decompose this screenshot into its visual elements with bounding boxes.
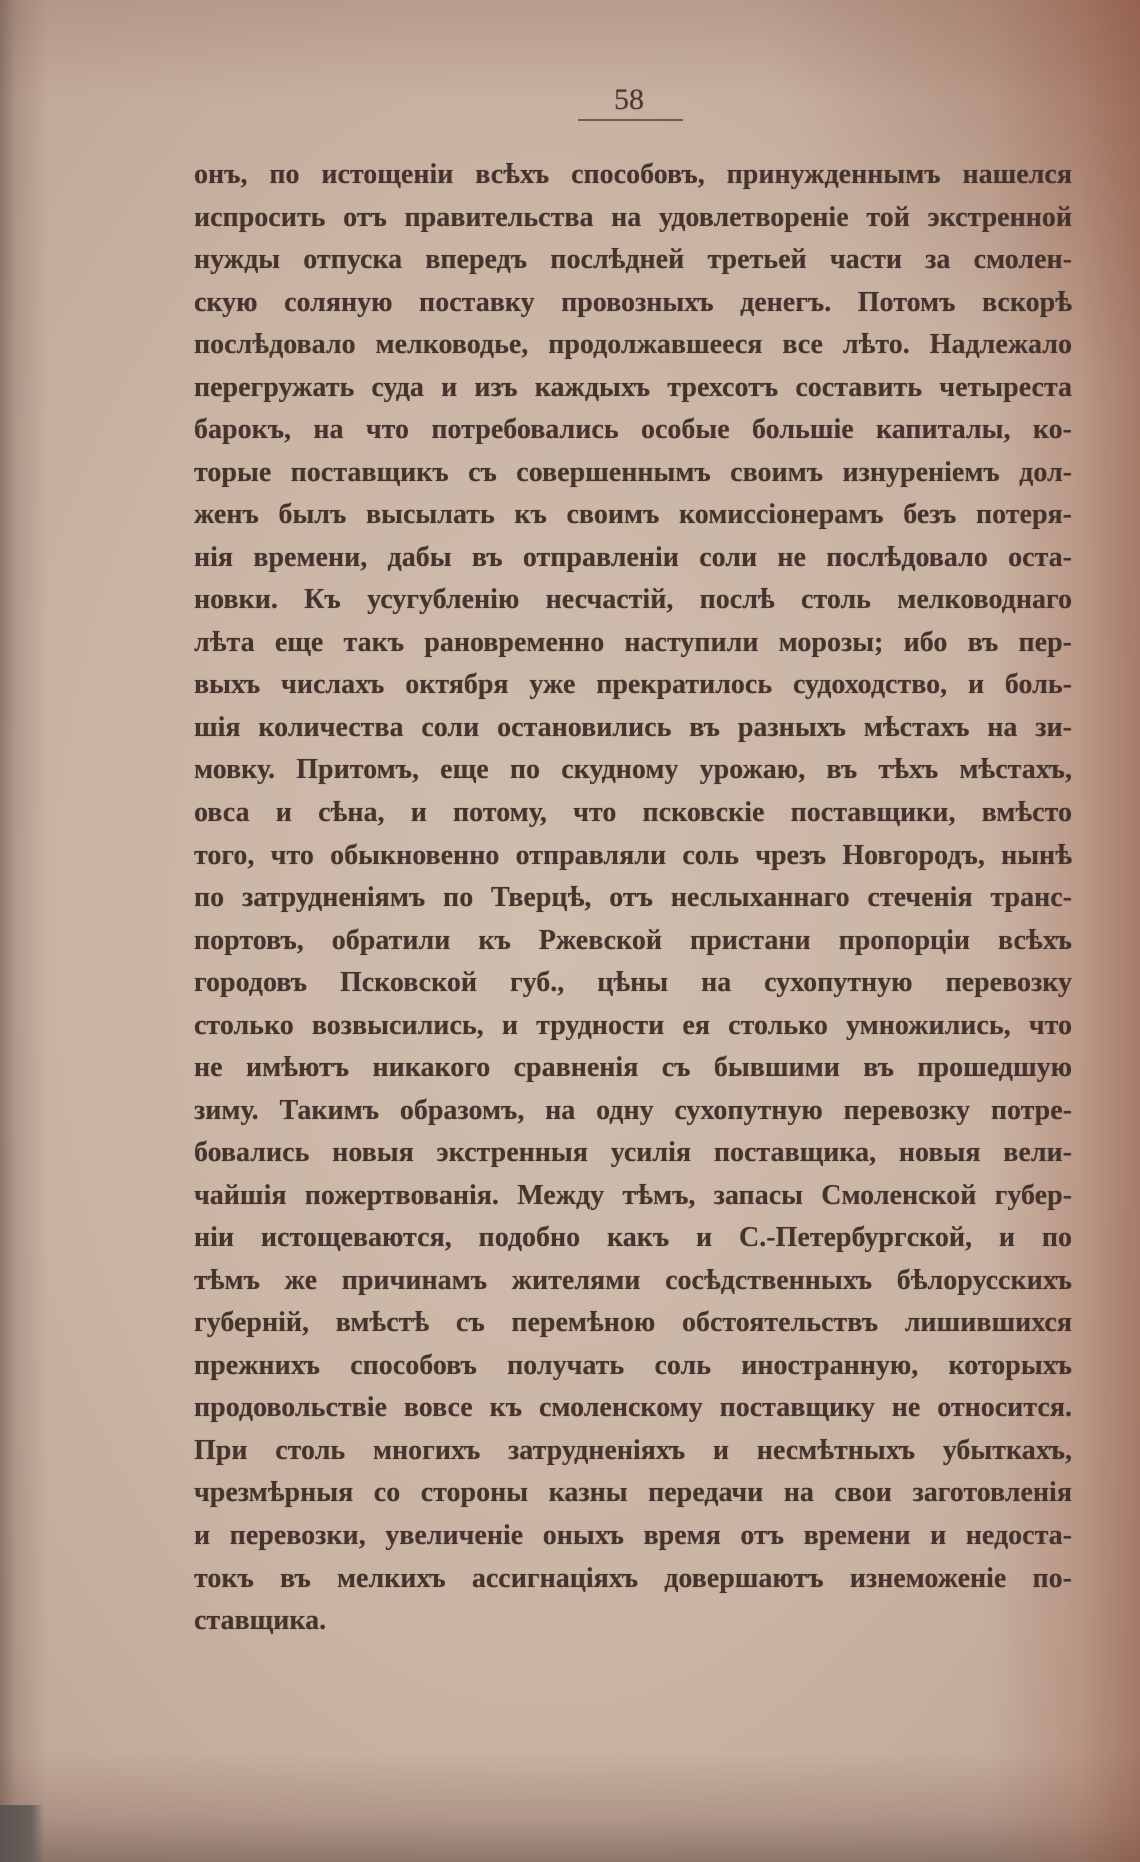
text-line: чрезмѣрныя со стороны казны передачи на свои заготовленія	[194, 1477, 1072, 1509]
text-line: столько возвысились, и трудности ея столько умножились, что	[194, 1009, 1072, 1041]
text-line: перегружать суда и изъ каждыхъ трехсотъ составить четыреста	[194, 371, 1072, 403]
text-line: скую соляную поставку провозныхъ денегъ. Потомъ вскорѣ	[194, 286, 1072, 318]
text-line: При столь многихъ затрудненіяхъ и несмѣтныхъ убыткахъ,	[194, 1434, 1072, 1466]
text-line: портовъ, обратили къ Ржевской пристани пропорціи всѣхъ	[194, 924, 1072, 956]
text-line: барокъ, на что потребовались особые большіе капиталы, ко-	[194, 414, 1072, 446]
text-line: овса и сѣна, и потому, что псковскіе поставщики, вмѣсто	[194, 796, 1072, 828]
text-line: тѣмъ же причинамъ жителями сосѣдственныхъ бѣлорусскихъ	[194, 1264, 1072, 1296]
text-line: испросить отъ правительства на удовлетвореніе той экстренной	[194, 201, 1072, 233]
page-number: 58	[614, 83, 644, 116]
text-line: по затрудненіямъ по Тверцѣ, отъ неслыханнаго стеченія транс-	[194, 882, 1072, 914]
text-line: зиму. Такимъ образомъ, на одну сухопутную перевозку потре-	[194, 1094, 1072, 1126]
text-line: нужды отпуска впередъ послѣдней третьей части за смолен-	[194, 244, 1072, 276]
text-line: губерній, вмѣстѣ съ перемѣною обстоятельствъ лишившихся	[194, 1307, 1072, 1339]
text-line: новки. Къ усугубленію несчастій, послѣ столь мелководнаго	[194, 584, 1072, 616]
text-line: продовольствіе вовсе къ смоленскому поставщику не относится.	[194, 1392, 1072, 1424]
text-line: онъ, по истощеніи всѣхъ способовъ, принужденнымъ нашелся	[194, 159, 1072, 190]
text-line: женъ былъ высылать къ своимъ комиссіонерамъ безъ потеря-	[194, 499, 1072, 531]
text-line: торые поставщикъ съ совершеннымъ своимъ изнуреніемъ дол-	[194, 456, 1072, 488]
page-number-underline	[578, 119, 683, 121]
text-line: бовались новыя экстренныя усилія поставщика, новыя вели-	[194, 1137, 1072, 1169]
text-line: прежнихъ способовъ получать соль иностранную, которыхъ	[194, 1349, 1072, 1381]
text-line: не имѣютъ никакого сравненія съ бывшими въ прошедшую	[194, 1052, 1072, 1084]
body-text	[194, 154, 1072, 1643]
text-line: городовъ Псковской губ., цѣны на сухопутную перевозку	[194, 967, 1072, 999]
text-line: и перевозки, увеличеніе оныхъ время отъ времени и недоста-	[194, 1520, 1072, 1551]
text-line: выхъ числахъ октября уже прекратилось судоходство, и боль-	[194, 669, 1072, 701]
text-line: послѣдовало мелководье, продолжавшееся все лѣто. Надлежало	[194, 329, 1072, 361]
text-line: чайшія пожертвованія. Между тѣмъ, запасы Смоленской губер-	[194, 1179, 1072, 1211]
text-line: того, что обыкновенно отправляли соль чрезъ Новгородъ, нынѣ	[194, 839, 1072, 871]
scan-edge-shadow	[0, 1805, 44, 1862]
text-line: лѣта еще такъ рановременно наступили морозы; ибо въ пер-	[194, 626, 1072, 658]
text-line-last: ставщика.	[194, 1605, 327, 1637]
text-line: мовку. Притомъ, еще по скудному урожаю, въ тѣхъ мѣстахъ,	[194, 754, 1072, 786]
text-line: нія времени, дабы въ отправленіи соли не послѣдовало оста-	[194, 541, 1072, 573]
text-line: токъ въ мелкихъ ассигнаціяхъ довершаютъ изнеможеніе по-	[194, 1562, 1072, 1594]
text-line: ніи истощеваются, подобно какъ и С.-Петербургской, и по	[194, 1222, 1072, 1254]
text-line: шія количества соли остановились въ разныхъ мѣстахъ на зи-	[194, 711, 1072, 743]
